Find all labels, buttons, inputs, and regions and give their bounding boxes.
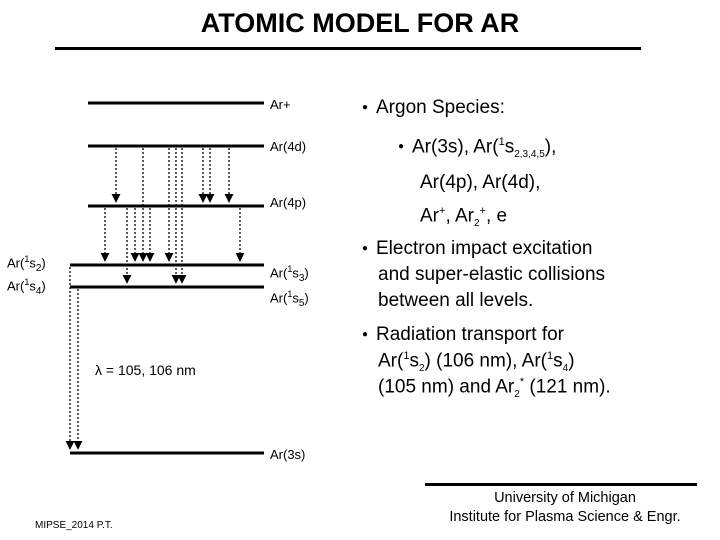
level-label-ar-1s3: $Ar(^1s_3)$	[270, 264, 309, 284]
level-label-ar-4p: Ar(4p)	[270, 195, 307, 210]
bullet-argon-species: ● Argon Species:	[362, 97, 505, 118]
university-credit	[415, 489, 715, 527]
level-label-ar-1s4: $Ar(^1s_4)$	[7, 277, 46, 297]
footer-label: MIPSE_2014 P.T.	[35, 520, 113, 531]
bullet-radiation-line-3: (105 nm) and $Ar_2^*$ (121 nm).	[378, 376, 611, 401]
university-rule	[425, 483, 697, 486]
bullet-electron-impact-line-3: between all levels.	[378, 290, 534, 311]
bullet-dot-icon: ●	[362, 329, 369, 340]
bullet-dot-icon: ●	[398, 141, 405, 153]
bullet-dot-icon: ●	[362, 102, 369, 113]
institute-name: Institute for Plasma Science & Engr.	[449, 509, 681, 525]
level-label-ar-1s5: $Ar(^1s_5)$	[270, 289, 309, 309]
bullet-dot-icon: ●	[362, 243, 369, 254]
bullet-electron-impact-line-2: and super-elastic collisions	[378, 264, 606, 285]
level-label-ar-4d: Ar(4d)	[270, 139, 307, 154]
bullet-species-line-1: ● Ar(3s), $Ar(^1s_{2,3,4,5})$,	[398, 136, 557, 161]
wavelength-label: λ = 105, 106 nm	[95, 362, 196, 378]
level-label-ar-3s: Ar(3s)	[270, 447, 306, 462]
bullet-electron-impact: ● Electron impact excitation	[362, 238, 593, 259]
bullet-species-line-2: Ar(4p), Ar(4d),	[420, 172, 541, 193]
level-label-ar-1s2: $Ar(^1s_2)$	[7, 254, 46, 274]
bullet-species-line-3: Ar+, $Ar_2^+$, e	[420, 205, 508, 230]
university-name: University of Michigan	[494, 490, 636, 506]
level-label-ar-plus: Ar+	[270, 97, 291, 112]
bullet-radiation-line-2: $Ar(^1s_2)$ (106 nm), $Ar(^1s_4)$	[378, 350, 575, 375]
bullet-radiation-transport: ● Radiation transport for	[362, 324, 564, 345]
slide-title: ATOMIC MODEL FOR AR	[200, 8, 520, 38]
